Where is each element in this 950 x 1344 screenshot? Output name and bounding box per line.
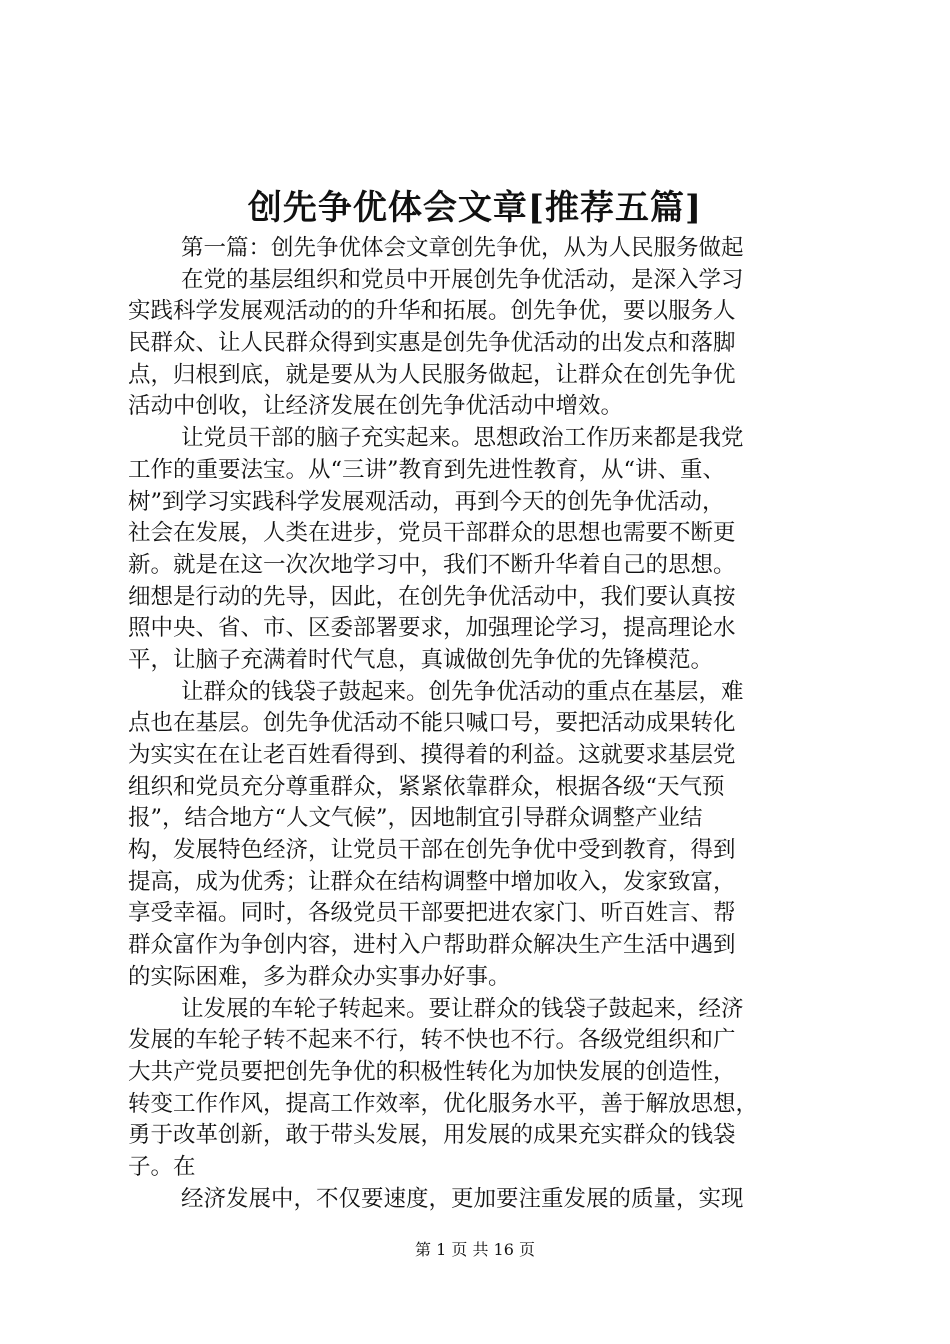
text-line: 点也在基层。创先争优活动不能只喊口号，要把活动成果转化: [128, 710, 736, 737]
text-line: 民群众、让人民群众得到实惠是创先争优活动的出发点和落脚: [128, 330, 736, 357]
text-line: 转变工作作风，提高工作效率，优化服务水平，善于解放思想，: [128, 1090, 759, 1117]
text-line: 让党员干部的脑子充实起来。思想政治工作历来都是我党: [181, 425, 744, 452]
text-line: 点，归根到底，就是要从为人民服务做起，让群众在创先争优: [128, 361, 736, 388]
text-line: 的实际困难，多为群众办实事办好事。: [128, 963, 511, 990]
text-line: 群众富作为争创内容，进村入户帮助群众解决生产生活中遇到: [128, 932, 736, 959]
document-title: 创先争优体会文章[推荐五篇]: [247, 188, 703, 228]
text-line: 细想是行动的先导，因此，在创先争优活动中，我们要认真按: [128, 583, 736, 610]
document-body: [128, 233, 840, 1215]
text-line: 活动中创收，让经济发展在创先争优活动中增效。: [128, 393, 624, 420]
text-line: 发展的车轮子转不起来不行，转不快也不行。各级党组织和广: [128, 1027, 736, 1054]
text-line: 子。在: [128, 1153, 196, 1180]
text-line: 享受幸福。同时，各级党员干部要把进农家门、听百姓言、帮: [128, 900, 736, 927]
text-line: 树”到学习实践科学发展观活动，再到今天的创先争优活动，: [128, 488, 725, 515]
text-line: 让群众的钱袋子鼓起来。创先争优活动的重点在基层，难: [181, 678, 744, 705]
text-line: 实践科学发展观活动的的升华和拓展。创先争优，要以服务人: [128, 298, 736, 325]
text-line: 第一篇：创先争优体会文章创先争优，从为人民服务做起: [181, 235, 744, 261]
page-footer: 第 1 页 共 16 页: [415, 1240, 535, 1259]
text-line: 工作的重要法宝。从“三讲”教育到先进性教育，从“讲、重、: [128, 456, 726, 483]
text-line: 新。就是在这一次次地学习中，我们不断升华着自己的思想。: [128, 551, 736, 578]
text-line: 平，让脑子充满着时代气息，真诚做创先争优的先锋模范。: [128, 646, 714, 673]
text-line: 大共产党员要把创先争优的积极性转化为加快发展的创造性，: [128, 1058, 736, 1085]
text-line: 勇于改革创新，敢于带头发展，用发展的成果充实群众的钱袋: [128, 1122, 736, 1149]
text-line: 经济发展中，不仅要速度，更加要注重发展的质量，实现: [181, 1185, 744, 1212]
text-line: 社会在发展，人类在进步，党员干部群众的思想也需要不断更: [128, 520, 736, 547]
text-line: 报”，结合地方“人文气候”，因地制宜引导群众调整产业结: [128, 805, 703, 832]
text-line: 组织和党员充分尊重群众，紧紧依靠群众，根据各级“天气预: [128, 773, 725, 800]
text-line: 让发展的车轮子转起来。要让群众的钱袋子鼓起来，经济: [181, 995, 744, 1022]
text-line: 在党的基层组织和党员中开展创先争优活动，是深入学习: [181, 266, 744, 293]
text-line: 构，发展特色经济，让党员干部在创先争优中受到教育，得到: [128, 837, 736, 864]
text-line: 为实实在在让老百姓看得到、摸得着的利益。这就要求基层党: [128, 742, 736, 768]
text-line: 照中央、省、市、区委部署要求，加强理论学习，提高理论水: [128, 615, 736, 642]
text-line: 提高，成为优秀；让群众在结构调整中增加收入，发家致富，: [128, 868, 736, 895]
